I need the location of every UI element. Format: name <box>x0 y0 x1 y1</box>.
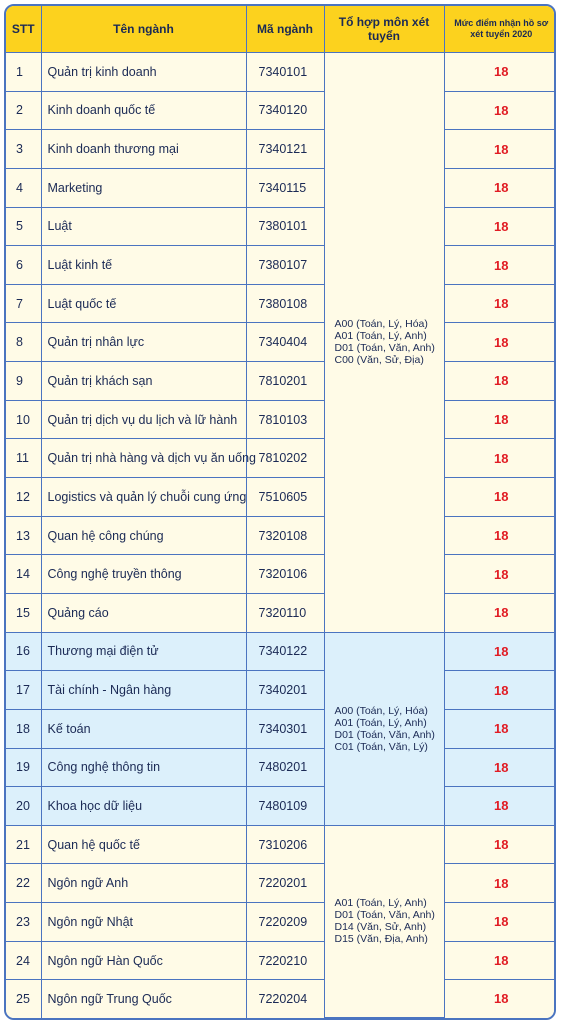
subject-combo: D14 (Văn, Sử, Anh) <box>334 921 427 934</box>
row-stt: 6 <box>6 246 41 285</box>
group-subject-combos <box>324 825 444 1017</box>
row-major-code: 7220204 <box>246 980 324 1018</box>
table-row <box>6 748 556 787</box>
row-stt: 10 <box>6 400 41 439</box>
row-stt: 19 <box>6 748 41 787</box>
row-major-code: 7480201 <box>246 748 324 787</box>
row-major-code: 7810103 <box>246 400 324 439</box>
row-major-name: Luật <box>41 207 246 246</box>
row-score: 18 <box>444 903 556 942</box>
row-major-name: Kế toán <box>41 709 246 748</box>
subject-combo: D15 (Văn, Địa, Anh) <box>334 933 428 946</box>
row-stt: 21 <box>6 825 41 864</box>
header-combo: Tổ hợp môn xét tuyển <box>324 6 444 53</box>
row-major-name: Kinh doanh thương mại <box>41 130 246 169</box>
row-stt: 5 <box>6 207 41 246</box>
row-score: 18 <box>444 91 556 130</box>
table-row <box>6 130 556 169</box>
row-stt: 15 <box>6 593 41 632</box>
row-stt: 23 <box>6 903 41 942</box>
row-stt: 1 <box>6 53 41 92</box>
table-row <box>6 555 556 594</box>
table-row <box>6 362 556 401</box>
table-row <box>6 864 556 903</box>
row-score: 18 <box>444 555 556 594</box>
subject-combo: D01 (Toán, Văn, Anh) <box>334 909 435 922</box>
row-stt: 14 <box>6 555 41 594</box>
row-stt: 17 <box>6 671 41 710</box>
table-row <box>6 323 556 362</box>
row-major-code: 7340404 <box>246 323 324 362</box>
row-score: 18 <box>444 709 556 748</box>
row-major-code: 7810201 <box>246 362 324 401</box>
table-row <box>6 91 556 130</box>
table-row <box>6 825 556 864</box>
header-stt: STT <box>6 6 41 53</box>
header-code: Mã ngành <box>246 6 324 53</box>
row-score: 18 <box>444 980 556 1018</box>
header-name: Tên ngành <box>41 6 246 53</box>
row-major-name: Luật kinh tế <box>41 246 246 285</box>
row-score: 18 <box>444 439 556 478</box>
row-score: 18 <box>444 825 556 864</box>
row-score: 18 <box>444 864 556 903</box>
subject-combo: C00 (Văn, Sử, Địa) <box>334 354 424 367</box>
row-major-name: Luật quốc tế <box>41 284 246 323</box>
row-major-code: 7220210 <box>246 941 324 980</box>
header-score: Mức điểm nhận hồ sơ xét tuyển 2020 <box>444 6 556 53</box>
subject-combo: A01 (Toán, Lý, Anh) <box>334 330 427 343</box>
row-major-code: 7310206 <box>246 825 324 864</box>
row-major-code: 7320108 <box>246 516 324 555</box>
row-score: 18 <box>444 787 556 826</box>
row-major-code: 7510605 <box>246 478 324 517</box>
row-major-code: 7340101 <box>246 53 324 92</box>
row-major-name: Quan hệ quốc tế <box>41 825 246 864</box>
row-major-name: Marketing <box>41 168 246 207</box>
row-score: 18 <box>444 593 556 632</box>
row-score: 18 <box>444 516 556 555</box>
row-major-code: 7220209 <box>246 903 324 942</box>
row-major-code: 7380107 <box>246 246 324 285</box>
admission-table <box>6 6 556 1018</box>
row-major-name: Tài chính - Ngân hàng <box>41 671 246 710</box>
row-major-name: Kinh doanh quốc tế <box>41 91 246 130</box>
row-major-name: Quản trị nhân lực <box>41 323 246 362</box>
row-stt: 2 <box>6 91 41 130</box>
row-stt: 16 <box>6 632 41 671</box>
row-major-code: 7320106 <box>246 555 324 594</box>
row-major-code: 7340201 <box>246 671 324 710</box>
row-stt: 20 <box>6 787 41 826</box>
row-score: 18 <box>444 362 556 401</box>
row-stt: 25 <box>6 980 41 1018</box>
table-row <box>6 903 556 942</box>
row-score: 18 <box>444 632 556 671</box>
row-stt: 24 <box>6 941 41 980</box>
row-score: 18 <box>444 207 556 246</box>
row-major-name: Quảng cáo <box>41 593 246 632</box>
row-major-code: 7340122 <box>246 632 324 671</box>
row-major-code: 7340301 <box>246 709 324 748</box>
row-stt: 8 <box>6 323 41 362</box>
row-stt: 3 <box>6 130 41 169</box>
table-body <box>6 53 556 1018</box>
row-score: 18 <box>444 671 556 710</box>
row-major-name: Ngôn ngữ Nhật <box>41 903 246 942</box>
row-major-name: Ngôn ngữ Trung Quốc <box>41 980 246 1018</box>
row-stt: 22 <box>6 864 41 903</box>
row-score: 18 <box>444 284 556 323</box>
table-row <box>6 632 556 671</box>
row-score: 18 <box>444 748 556 787</box>
row-stt: 9 <box>6 362 41 401</box>
row-stt: 7 <box>6 284 41 323</box>
table-row <box>6 439 556 478</box>
row-major-code: 7340121 <box>246 130 324 169</box>
row-stt: 12 <box>6 478 41 517</box>
row-score: 18 <box>444 246 556 285</box>
row-major-code: 7220201 <box>246 864 324 903</box>
table-row <box>6 671 556 710</box>
row-major-name: Công nghệ truyền thông <box>41 555 246 594</box>
row-major-name: Quản trị nhà hàng và dịch vụ ăn uống <box>41 439 246 478</box>
table-row <box>6 787 556 826</box>
table-row <box>6 207 556 246</box>
row-major-name: Quản trị khách sạn <box>41 362 246 401</box>
table-row <box>6 53 556 92</box>
table-row <box>6 246 556 285</box>
row-major-name: Logistics và quản lý chuỗi cung ứng <box>41 478 246 517</box>
row-score: 18 <box>444 941 556 980</box>
row-major-name: Ngôn ngữ Hàn Quốc <box>41 941 246 980</box>
table-row <box>6 284 556 323</box>
table-row <box>6 941 556 980</box>
row-major-name: Thương mại điện tử <box>41 632 246 671</box>
row-major-code: 7480109 <box>246 787 324 826</box>
group-subject-combos <box>324 53 444 633</box>
row-major-code: 7320110 <box>246 593 324 632</box>
row-stt: 18 <box>6 709 41 748</box>
row-score: 18 <box>444 168 556 207</box>
row-major-code: 7380108 <box>246 284 324 323</box>
admission-table-frame <box>4 4 556 1020</box>
table-row <box>6 478 556 517</box>
row-major-name: Ngôn ngữ Anh <box>41 864 246 903</box>
row-major-code: 7340120 <box>246 91 324 130</box>
row-stt: 4 <box>6 168 41 207</box>
row-major-name: Quản trị kinh doanh <box>41 53 246 92</box>
row-score: 18 <box>444 323 556 362</box>
table-header-row <box>6 6 556 53</box>
table-row <box>6 980 556 1018</box>
subject-combo: C01 (Toán, Văn, Lý) <box>334 740 428 753</box>
table-row <box>6 516 556 555</box>
row-major-name: Khoa học dữ liệu <box>41 787 246 826</box>
row-score: 18 <box>444 130 556 169</box>
subject-combo: D01 (Toán, Văn, Anh) <box>334 728 435 741</box>
row-major-name: Quan hệ công chúng <box>41 516 246 555</box>
row-major-code: 7340115 <box>246 168 324 207</box>
row-score: 18 <box>444 478 556 517</box>
group-subject-combos <box>324 632 444 825</box>
row-major-name: Công nghệ thông tin <box>41 748 246 787</box>
row-stt: 13 <box>6 516 41 555</box>
table-row <box>6 400 556 439</box>
row-score: 18 <box>444 400 556 439</box>
table-row <box>6 593 556 632</box>
subject-combo: A01 (Toán, Lý, Anh) <box>334 716 427 729</box>
row-major-code: 7810202 <box>246 439 324 478</box>
row-major-code: 7380101 <box>246 207 324 246</box>
row-stt: 11 <box>6 439 41 478</box>
subject-combo: D01 (Toán, Văn, Anh) <box>334 342 435 355</box>
row-major-name: Quản trị dịch vụ du lịch và lữ hành <box>41 400 246 439</box>
subject-combo: A00 (Toán, Lý, Hóa) <box>334 318 428 331</box>
table-row <box>6 709 556 748</box>
subject-combo: A01 (Toán, Lý, Anh) <box>334 897 427 910</box>
table-row <box>6 168 556 207</box>
row-score: 18 <box>444 53 556 92</box>
subject-combo: A00 (Toán, Lý, Hóa) <box>334 704 428 717</box>
